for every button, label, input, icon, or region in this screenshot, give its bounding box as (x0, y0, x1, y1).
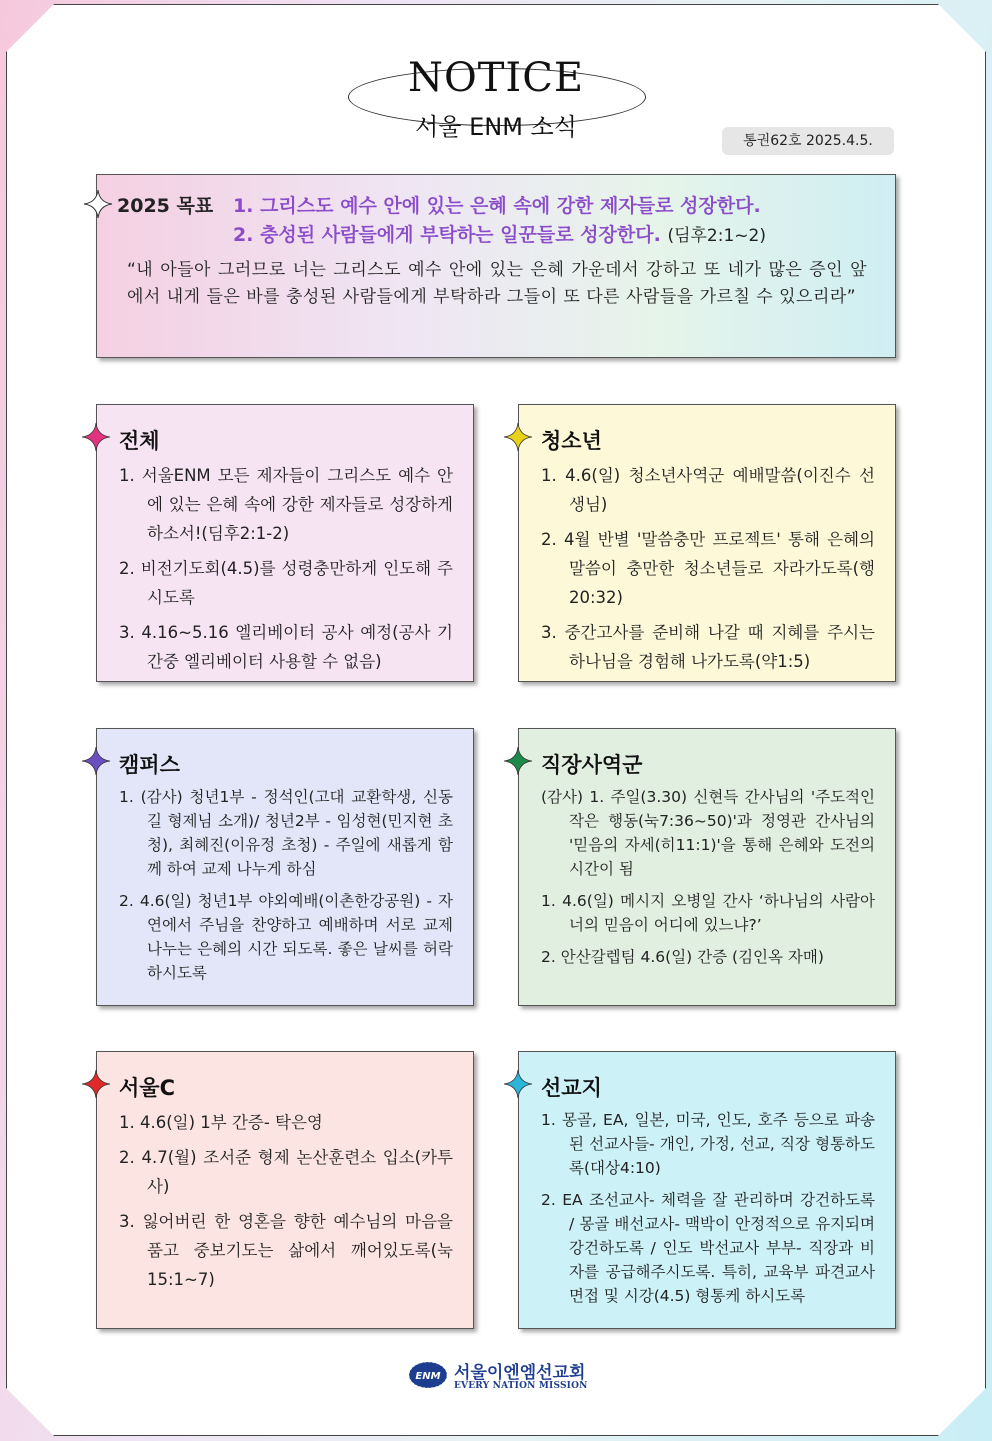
sparkle-pink-icon (81, 422, 111, 452)
section-list (541, 461, 875, 682)
section-workplace (518, 728, 896, 1006)
goal-box (96, 174, 896, 358)
goal-label: 2025 목표 (117, 195, 214, 217)
list-item: 2. EA 조선교사- 체력을 잘 관리하며 강건하도록 / 몽골 배선교사- 맥박이 안정적으로 유지되며 강건하도록 / 인도 박선교사 부부- 직장과 비자를 공급해주시도록. 특히, 교육부 파견교사 면접 및 시강(4.5) 형통케 하시도록 (541, 1191, 875, 1305)
sparkle-green-icon (503, 746, 533, 776)
sparkle-red-icon (81, 1069, 111, 1099)
sparkle-purple-icon (81, 746, 111, 776)
list-item: 1. 4.6(일) 1부 간증- 탁은영 (119, 1113, 323, 1132)
list-item: 3. 중간고사를 준비해 나갈 때 지혜를 주시는 하나님을 경험해 나가도록(약1:5) (541, 623, 875, 671)
sparkle-yellow-icon (503, 422, 533, 452)
goal-quote: “내 아들아 그러므로 너는 그리스도 예수 안에 있는 은혜 가운데서 강하고 또 네가 많은 증인 앞에서 내게 들은 바를 충성된 사람들에게 부탁하라 그들이 또 다른 사람들을 가르칠 수 있으리라” (127, 260, 867, 307)
section-list (119, 1108, 453, 1300)
list-item: 3. 잃어버린 한 영혼을 향한 예수님의 마음을 품고 중보기도는 삶에서 깨어있도록(눅15:1~7) (119, 1212, 453, 1289)
section-mission (518, 1051, 896, 1329)
section-seoulc (96, 1051, 474, 1329)
section-list (119, 461, 453, 682)
issue-badge: 통권62호 2025.4.5. (722, 127, 894, 155)
section-list (119, 785, 453, 993)
list-item: 2. 안산갈렙팀 4.6(일) 간증 (김인옥 자매) (541, 948, 824, 966)
section-list (541, 785, 875, 977)
section-title: 청소년 (541, 429, 602, 453)
section-title: 직장사역군 (541, 753, 643, 777)
list-item: 2. 4.7(월) 조서준 형제 논산훈련소 입소(카투사) (119, 1148, 453, 1196)
list-item: 1. 몽골, EA, 일본, 미국, 인도, 호주 등으로 파송된 선교사들- 개인, 가정, 선교, 직장 형통하도록(대상4:10) (541, 1111, 875, 1177)
list-item: 2. 비전기도회(4.5)를 성령충만하게 인도해 주시도록 (119, 559, 453, 607)
goal-line-2-text: 2. 충성된 사람들에게 부탁하는 일꾼들로 성장한다. (233, 224, 661, 246)
list-item: (감사) 1. 주일(3.30) 신현득 간사님의 '주도적인 작은 행동(눅7:36~50)'과 정영관 간사님의 '믿음의 자세(히11:1)'을 통해 은혜와 도전의 시간이 됨 (541, 788, 875, 878)
notice-subtitle: 서울 ENM 소식 (415, 113, 577, 141)
org-name-english: EVERY NATION MISSION (454, 1381, 588, 1391)
goal-line-2 (233, 220, 766, 247)
section-all (96, 404, 474, 682)
section-title: 서울C (119, 1076, 175, 1100)
goal-line-1: 1. 그리스도 예수 안에 있는 은혜 속에 강한 제자들로 성장한다. (233, 195, 761, 217)
section-campus (96, 728, 474, 1006)
notice-title: NOTICE (407, 55, 585, 101)
enm-logo-icon (408, 1360, 448, 1390)
list-item: 2. 4월 반별 '말씀충만 프로젝트' 통해 은혜의 말씀이 충만한 청소년들로 자라가도록(행20:32) (541, 530, 875, 607)
org-name-korean: 서울이엔엠선교회 (454, 1363, 586, 1383)
sparkle-cyan-icon (503, 1069, 533, 1099)
logo-mark: ENM (415, 1371, 441, 1382)
list-item: 1. 4.6(일) 청소년사역군 예배말씀(이진수 선생님) (541, 466, 875, 514)
list-item: 3. 4.16~5.16 엘리베이터 공사 예정(공사 기간중 엘리베이터 사용할 수 없음) (119, 623, 453, 671)
section-youth (518, 404, 896, 682)
sparkle-outline-icon (83, 189, 113, 219)
goal-line-2-ref: (딤후2:1~2) (667, 226, 766, 246)
section-title: 선교지 (541, 1076, 602, 1100)
section-title: 캠퍼스 (119, 753, 180, 777)
list-item: 1. 서울ENM 모든 제자들이 그리스도 예수 안에 있는 은혜 속에 강한 제자들로 성장하게 하소서!(딤후2:1-2) (119, 466, 453, 543)
list-item: 1. (감사) 청년1부 - 정석인(고대 교환학생, 신동길 형제님 소개)/ 청년2부 - 임성현(민지현 초청), 최혜진(이유정 초청) - 주일에 새롭게 함께 하여 교제 나누게 하심 (119, 788, 453, 878)
list-item: 1. 4.6(일) 메시지 오병일 간사 ‘하나님의 사람아 너의 믿음이 어디에 있느냐?’ (541, 892, 875, 934)
list-item: 2. 4.6(일) 청년1부 야외예배(이촌한강공원) - 자연에서 주님을 찬양하고 예배하며 서로 교제 나누는 은혜의 시간 되도록. 좋은 날씨를 허락하시도록 (119, 892, 453, 982)
section-title: 전체 (119, 429, 160, 453)
section-list (541, 1108, 875, 1316)
